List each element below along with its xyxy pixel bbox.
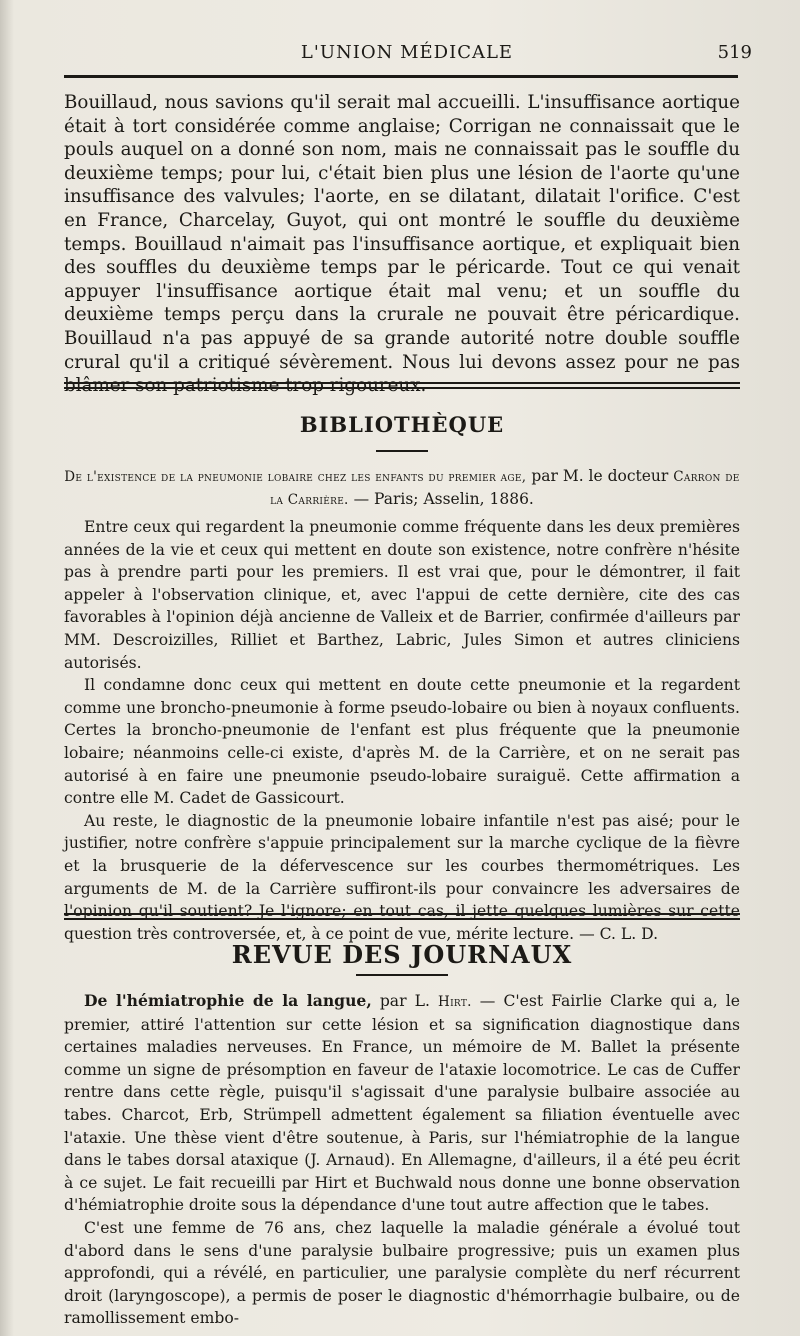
bibliotheque-paragraph: Il condamne donc ceux qui mettent en doute cette pneumonie et la regardent comme une broncho-pneumonie à forme pseudo-lobaire ou bien à noyaux confluents. Certes la broncho-pneumonie de l'enfant est plus fréquente que la pneumonie lobaire; néanmoins celle-ci existe, d'après M. de la Carrière, et on ne serait pas autorisé à en faire une pneumonie pseudo-lobaire suraiguë. Cette affirmation a contre elle M. Cadet de Gassicourt. <box>64 676 740 808</box>
page-number: 519 <box>717 42 752 63</box>
book-title: De l'existence de la pneumonie lobaire chez les enfants du premier age, <box>64 469 527 485</box>
section-divider-2 <box>64 913 740 920</box>
book-publication: — Paris; Asselin, 1886. <box>348 490 534 508</box>
lead-paragraph: Bouillaud, nous savions qu'il serait mal accueilli. L'insuffisance aortique était à tort considérée comme anglaise; Corrigan ne connaissait que le pouls auquel on a donné son nom, mais ne connaissait pas le souffle du deuxième temps; pour lui, c'était bien plus une lésion de l'aorte qu'une insuffisance des valvules; l'aorte, en se dilatant, dilatait l'orifice. C'est en France, Charcelay, Guyot, qui ont montré le souffle du deuxième temps. Bouillaud n'aimait pas l'insuffisance aortique, et expliquait bien des souffles du deuxième temps par le péricarde. Tout ce qui venait appuyer l'insuffisance aortique était mal venu; et un souffle du deuxième temps perçu dans la crurale ne pouvait être péricardique. Bouillaud n'a pas appuyé de sa grande autorité notre double souffle crural qu'il a critiqué sévèrement. Nous lui devons assez pour ne pas blâmer son patriotisme trop rigoureux. <box>64 92 740 397</box>
running-head <box>62 42 752 70</box>
article-text: — C'est Fairlie Clarke qui a, le premier, attiré l'attention sur cette lésion et sa signification diagnostique dans certaines maladies nerveuses. En France, un mémoire de M. Ballet la présente comme un signe de présomption en faveur de l'ataxie locomotrice. Le cas de Cuffer rentre dans cette règle, puisqu'il s'agissait d'une paralysie bulbaire associée au tabes. Charcot, Erb, Strümpell admettent également sa filiation éventuelle avec l'ataxie. Une thèse vient d'être soutenue, à Paris, sur l'hémiatrophie de la langue dans le tabes dorsal ataxique (J. Arnaud). En Allemagne, d'ailleurs, il a été peu écrit à ce sujet. Le fait recueilli par Hirt et Buchwald nous donne une bonne observation d'hémiatrophie droite sous la dépendance d'une tout autre affection que le tabes. <box>64 992 740 1215</box>
article-author: Hirt. <box>438 994 472 1010</box>
book-reference <box>64 465 740 511</box>
article-by: par L. <box>371 992 438 1010</box>
journal-title: L'UNION MÉDICALE <box>300 42 514 63</box>
revue-paragraph: C'est une femme de 76 ans, chez laquelle la maladie générale a évolué tout d'abord dans le sens d'une paralysie bulbaire progressive; puis un examen plus approfondi, qui a révélé, en particulier, une paralysie complète du nerf récurrent droit (laryngoscope), a permis de poser le diagnostic d'hémorrhagie bulbaire, ou de ramollissement embo- <box>64 1218 740 1328</box>
revue-heading: REVUE DES JOURNAUX <box>231 940 573 969</box>
header-rule <box>64 75 738 78</box>
bibliotheque-paragraph: Entre ceux qui regardent la pneumonie comme fréquente dans les deux premières années de la vie et ceux qui mettent en doute son existence, notre confrère n'hésite pas à prendre parti pour les premiers. Il est vrai que, pour le démontrer, il fait appeler à l'observation clinique, et, avec l'appui de cette dernière, cite des cas favorables à l'opinion déjà ancienne de Valleix et de Barrier, confirmée d'ailleurs par MM. Descroizilles, Rilliet et Barthez, Labric, Jules Simon et autres cliniciens autorisés. <box>64 518 740 672</box>
bibliotheque-heading: BIBLIOTHÈQUE <box>299 412 505 437</box>
bibliotheque-paragraph: Au reste, le diagnostic de la pneumonie lobaire infantile n'est pas aisé; pour le justifier, notre confrère s'appuie principalement sur la marche cyclique de la fièvre et la brusquerie de la défervescence sur les courbes thermométriques. Les arguments de M. de la Carrière suffiront-ils pour convaincre les adversaires de l'opinion qu'il soutient? Je l'ignore; en tout cas, il jette quelques lumières sur cette question très controversée, et, à ce point de vue, mérite lecture. — C. L. D. <box>64 811 740 943</box>
book-by: par M. le docteur <box>526 467 674 485</box>
revue-paragraph <box>64 990 740 1217</box>
book-author: Carron de la Carrière. <box>270 469 740 508</box>
section-divider-1 <box>64 382 740 389</box>
bibliotheque-body <box>64 516 740 945</box>
bibliotheque-underline <box>376 450 428 452</box>
revue-underline <box>356 974 448 976</box>
revue-body <box>64 990 740 1330</box>
article-title: De l'hémiatrophie de la langue, <box>84 991 372 1010</box>
